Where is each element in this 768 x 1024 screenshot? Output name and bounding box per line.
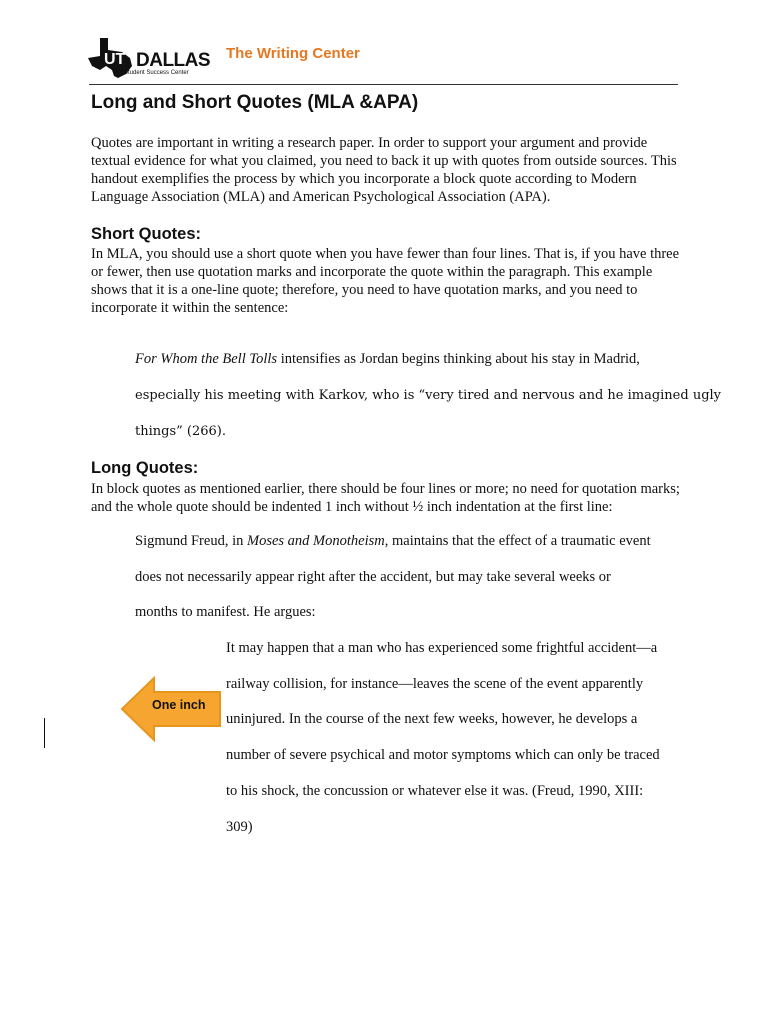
short-example-line-3: things” (266). <box>135 424 226 439</box>
long-intro-line-1 <box>135 533 651 550</box>
short-example-line-1-rest: intensifies as Jordan begins thinking about his stay in Madrid, <box>277 351 640 367</box>
short-example-line-2: especially his meeting with Karkov, who is “very tired and nervous and he imagined ugly <box>135 388 722 403</box>
svg-text:UT: UT <box>104 51 126 68</box>
center-name: The Writing Center <box>226 45 360 62</box>
arrow-label: One inch <box>152 698 206 712</box>
short-example-line-1 <box>135 351 640 368</box>
book-title: For Whom the Bell Tolls <box>135 351 278 367</box>
book-title: Moses and Monotheism <box>246 533 385 549</box>
header-divider <box>89 84 678 85</box>
long-quotes-body: In block quotes as mentioned earlier, there should be four lines or more; no need for quotation marks; and the whole quote should be indented 1 inch without ½ inch indentation at the first line: <box>91 481 680 515</box>
block-quote-line: to his shock, the concussion or whatever else it was. (Freud, 1990, XIII: <box>226 783 644 799</box>
logo-wordmark: DALLAS <box>136 50 211 71</box>
long-intro-line-1-post: , maintains that the effect of a traumatic event <box>384 533 651 549</box>
block-quote-line: number of severe psychical and motor symptoms which can only be traced <box>226 747 660 763</box>
utd-logo <box>86 36 216 84</box>
block-quote-line: railway collision, for instance—leaves the scene of the event apparently <box>226 676 644 692</box>
block-quote-line: 309) <box>226 819 253 835</box>
logo-subtext: Student Success Center <box>124 70 189 76</box>
long-intro-line-3: months to manifest. He argues: <box>135 604 316 620</box>
intro-paragraph: Quotes are important in writing a research paper. In order to support your argument and provide textual evidence for what you claimed, you need to back it up with quotes from outside sources. This handout exemplifies the process by which you incorporate a block quote according to Modern Language Association (MLA) and American Psychological Association (APA). <box>91 135 677 205</box>
long-intro-line-1-pre: Sigmund Freud, in <box>135 533 247 549</box>
long-intro-line-2: does not necessarily appear right after the accident, but may take several weeks or <box>135 569 611 585</box>
short-quotes-body: In MLA, you should use a short quote when you have fewer than four lines. That is, if you have three or fewer, then use quotation marks and incorporate the quote within the paragraph. This example shows that it is a one-line quote; therefore, you need to have quotation marks, and you need to incorporate it within the sentence: <box>91 246 680 316</box>
page-title: Long and Short Quotes (MLA &APA) <box>91 92 419 113</box>
block-quote-line: uninjured. In the course of the next few weeks, however, he develops a <box>226 711 638 727</box>
block-quote-line: It may happen that a man who has experienced some frightful accident—a <box>226 640 658 656</box>
long-quotes-heading: Long Quotes: <box>91 459 199 477</box>
text-cursor <box>44 718 45 748</box>
short-quotes-heading: Short Quotes: <box>91 225 201 243</box>
